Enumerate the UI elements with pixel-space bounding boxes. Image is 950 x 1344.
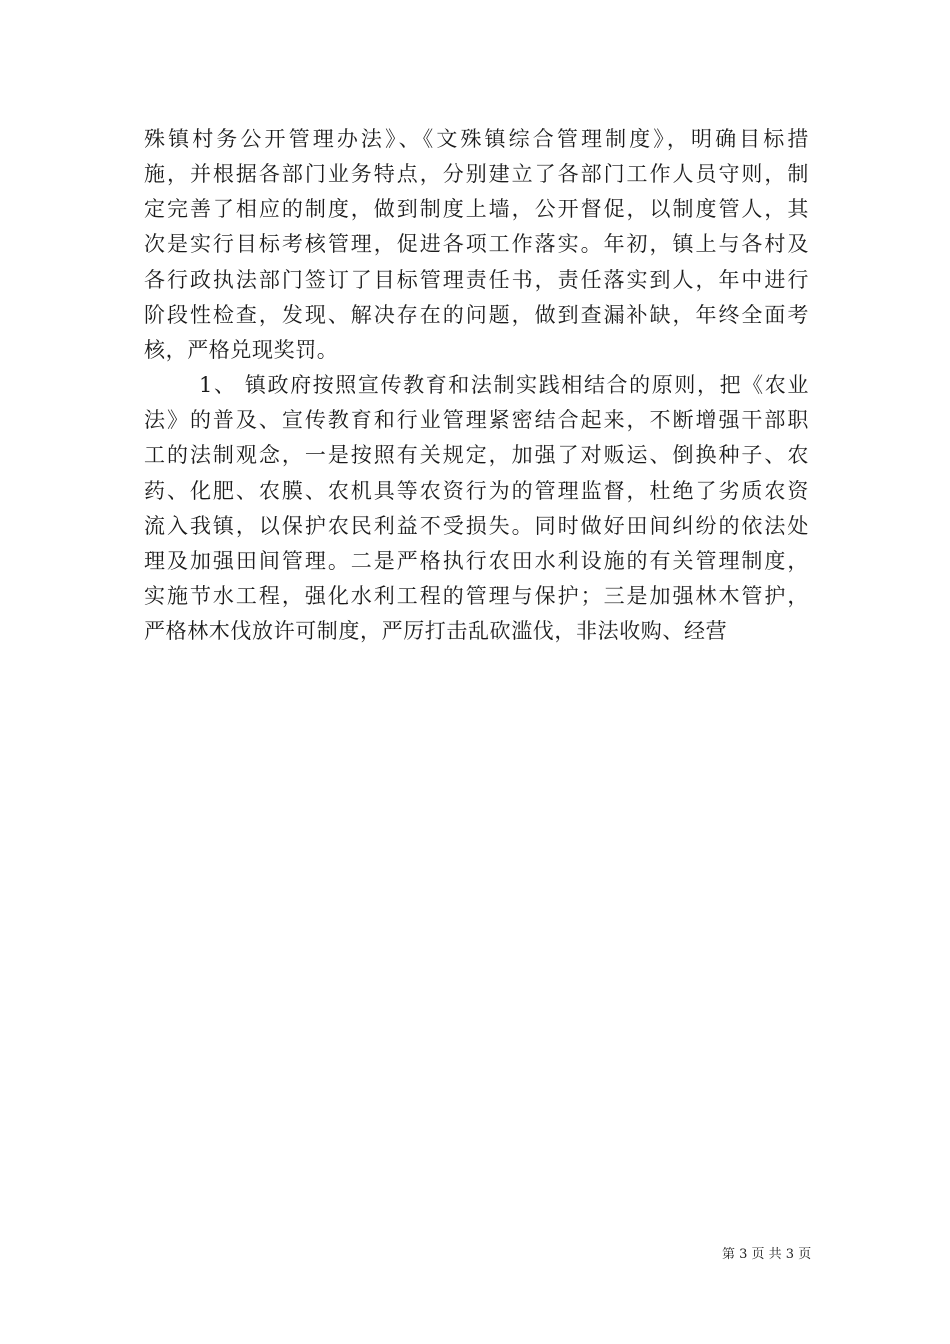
body-line: 殊镇村务公开管理办法》、《文殊镇综合管理制度》，明确目标措: [144, 127, 809, 151]
body-line: 药、化肥、农膜、农机具等农资行为的管理监督，杜绝了劣质农资: [144, 479, 809, 503]
body-line: 流入我镇，以保护农民利益不受损失。同时做好田间纠纷的依法处: [144, 514, 809, 538]
body-line: 施，并根据各部门业务特点，分别建立了各部门工作人员守则，制: [144, 162, 809, 186]
body-line: 工的法制观念，一是按照有关规定，加强了对贩运、倒换种子、农: [144, 443, 809, 467]
page-number-footer: 第 3 页 共 3 页: [722, 1247, 812, 1262]
body-line: 法》的普及、宣传教育和行业管理紧密结合起来，不断增强干部职: [144, 408, 809, 432]
body-line: 定完善了相应的制度，做到制度上墙，公开督促，以制度管人，其: [144, 197, 809, 221]
body-line: 严格林木伐放许可制度，严厉打击乱砍滥伐，非法收购、经营: [144, 619, 728, 643]
body-line: 阶段性检查，发现、解决存在的问题，做到查漏补缺，年终全面考: [144, 303, 809, 327]
body-line: 理及加强田间管理。二是严格执行农田水利设施的有关管理制度，: [144, 549, 809, 573]
body-line: 次是实行目标考核管理，促进各项工作落实。年初，镇上与各村及: [144, 232, 809, 256]
list-item-heading-line: 1、 镇政府按照宣传教育和法制实践相结合的原则，把《农业: [199, 373, 809, 397]
body-line: 各行政执法部门签订了目标管理责任书，责任落实到人，年中进行: [144, 268, 809, 292]
body-line: 核，严格兑现奖罚。: [144, 338, 339, 362]
body-line: 实施节水工程，强化水利工程的管理与保护；三是加强林木管护，: [144, 584, 809, 608]
